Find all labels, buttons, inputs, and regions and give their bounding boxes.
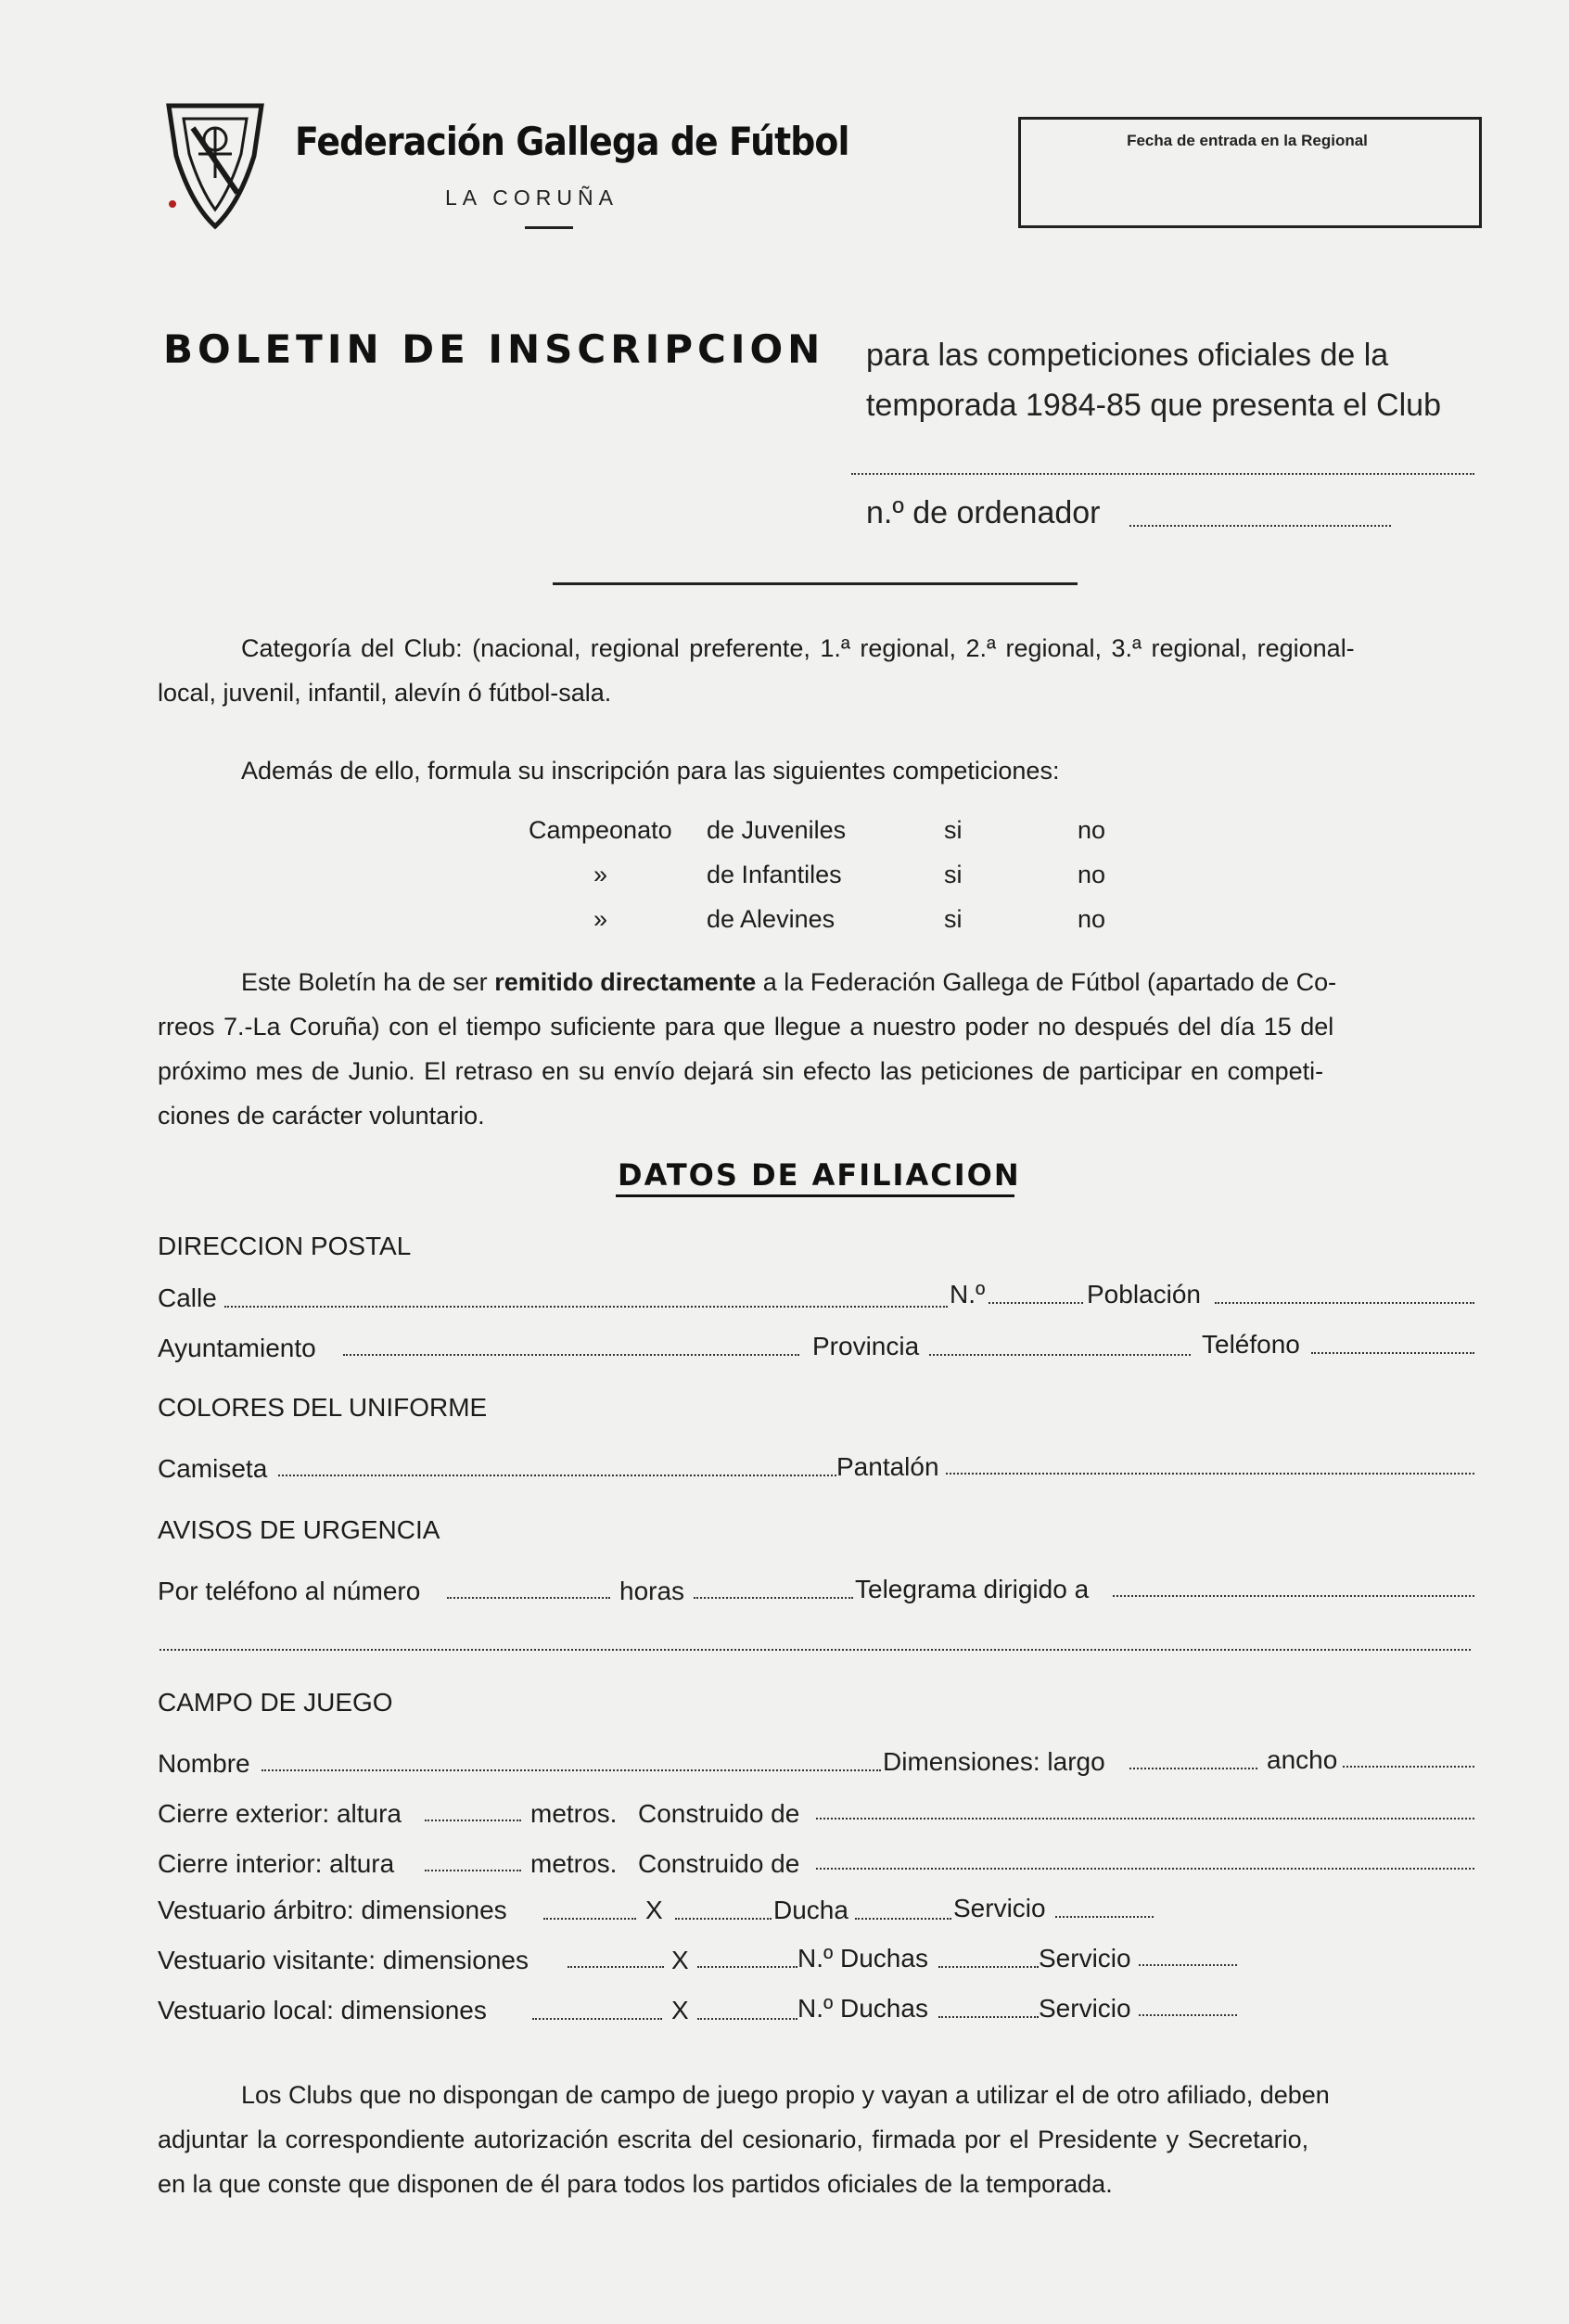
servicio-label: Servicio [953, 1894, 1046, 1922]
numero-label: N.º [950, 1280, 986, 1309]
comp-name: de Alevines [707, 905, 836, 933]
city-name: LA CORUÑA [445, 185, 619, 210]
comp-prefix: » [593, 861, 608, 888]
categoria-line2: local, juvenil, infantil, alevín ó fútbol-sala. [158, 679, 612, 707]
telegrama-field[interactable] [1113, 1595, 1474, 1597]
ducha-field[interactable] [855, 1918, 951, 1920]
n-duchas-field[interactable] [938, 2016, 1039, 2018]
poblacion-label: Población [1087, 1280, 1201, 1309]
n-duchas-label: N.º Duchas [797, 1994, 928, 2023]
envio-line3: próximo mes de Junio. El retraso en su envío dejará sin efecto las peticiones de participar en competi- [158, 1057, 1324, 1085]
servicio-field[interactable] [1139, 2014, 1237, 2016]
federation-shield-logo [165, 100, 265, 230]
comp-prefix: Campeonato [529, 816, 672, 844]
nota-line3: en la que conste que disponen de él para todos los partidos oficiales de la temporada. [158, 2170, 1113, 2198]
comp-no-option[interactable]: no [1078, 816, 1106, 844]
federation-name: Federación Gallega de Fútbol [295, 119, 849, 164]
envio-bold: remitido directamente [494, 968, 757, 996]
cierre-interior-label: Cierre interior: altura [158, 1849, 395, 1878]
direccion-heading: DIRECCION POSTAL [158, 1232, 412, 1260]
comp-si-option[interactable]: si [944, 816, 963, 844]
cierre-interior-altura-field[interactable] [425, 1870, 521, 1871]
pantalon-field[interactable] [946, 1473, 1474, 1475]
servicio-label: Servicio [1039, 1944, 1131, 1973]
vestuario-local-dim1-field[interactable] [532, 2018, 662, 2020]
x-separator: X [671, 1996, 689, 2024]
nota-line1: Los Clubs que no dispongan de campo de juego propio y vayan a utilizar el de otro afiliado, deben [241, 2081, 1330, 2109]
camiseta-label: Camiseta [158, 1454, 268, 1483]
comp-name: de Juveniles [707, 816, 847, 844]
ancho-label: ancho [1267, 1745, 1338, 1774]
datos-heading: DATOS DE AFILIACION [618, 1157, 1021, 1193]
ancho-field[interactable] [1343, 1766, 1474, 1768]
provincia-field[interactable] [929, 1354, 1191, 1356]
telefono-label: Teléfono [1202, 1330, 1300, 1359]
vestuario-arbitro-dim2-field[interactable] [675, 1918, 772, 1920]
comp-no-option[interactable]: no [1078, 905, 1106, 933]
ordenador-field[interactable] [1129, 525, 1391, 527]
club-name-field[interactable] [851, 473, 1474, 475]
cierre-exterior-construido-field[interactable] [816, 1818, 1474, 1820]
comp-si-option[interactable]: si [944, 905, 963, 933]
nombre-label: Nombre [158, 1749, 250, 1778]
vestuario-arbitro-dim1-field[interactable] [543, 1918, 636, 1920]
campo-heading: CAMPO DE JUEGO [158, 1688, 393, 1717]
ducha-label: Ducha [773, 1896, 848, 1924]
numero-field[interactable] [989, 1302, 1083, 1304]
horas-field[interactable] [694, 1597, 853, 1599]
vestuario-visitante-label: Vestuario visitante: dimensiones [158, 1946, 529, 1974]
cierre-exterior-label: Cierre exterior: altura [158, 1799, 402, 1828]
calle-label: Calle [158, 1283, 217, 1312]
telegrama-label: Telegrama dirigido a [855, 1575, 1090, 1603]
envio-lead: Este Boletín ha de ser [241, 968, 488, 996]
cierre-interior-construido-field[interactable] [816, 1868, 1474, 1870]
colores-heading: COLORES DEL UNIFORME [158, 1393, 488, 1422]
n-duchas-label: N.º Duchas [797, 1944, 928, 1973]
envio-rest: a la Federación Gallega de Fútbol (apartado de Co- [762, 968, 1337, 996]
campo-nombre-field[interactable] [262, 1769, 881, 1771]
telefono-field[interactable] [1311, 1352, 1474, 1354]
envio-line1 [241, 968, 1336, 997]
datos-underline [616, 1194, 1014, 1197]
title-subtitle-line1: para las competiciones oficiales de la [866, 338, 1389, 373]
construido-label: Construido de [638, 1799, 800, 1828]
servicio-field[interactable] [1055, 1916, 1154, 1918]
envio-line4: ciones de carácter voluntario. [158, 1102, 485, 1130]
vestuario-visitante-dim1-field[interactable] [568, 1966, 664, 1968]
vestuario-arbitro-label: Vestuario árbitro: dimensiones [158, 1896, 507, 1924]
largo-field[interactable] [1129, 1768, 1257, 1769]
nota-line2: adjuntar la correspondiente autorización escrita del cesionario, firmada por el Presidente y Secretario, [158, 2126, 1309, 2153]
poblacion-field[interactable] [1215, 1302, 1474, 1304]
ayuntamiento-field[interactable] [343, 1354, 799, 1356]
comp-no-option[interactable]: no [1078, 861, 1106, 888]
comp-name: de Infantiles [707, 861, 842, 888]
dimensiones-largo-label: Dimensiones: largo [883, 1747, 1105, 1776]
city-underline [525, 226, 573, 229]
ayuntamiento-label: Ayuntamiento [158, 1334, 316, 1362]
comp-si-option[interactable]: si [944, 861, 963, 888]
cierre-exterior-altura-field[interactable] [425, 1820, 521, 1821]
envio-line2: rreos 7.-La Coruña) con el tiempo suficiente para que llegue a nuestro poder no después del día 15 del [158, 1013, 1334, 1041]
telegrama-field-line2[interactable] [159, 1649, 1471, 1651]
aviso-telefono-label: Por teléfono al número [158, 1577, 421, 1605]
provincia-label: Provincia [812, 1332, 920, 1360]
vestuario-local-dim2-field[interactable] [697, 2018, 797, 2020]
camiseta-field[interactable] [278, 1475, 836, 1476]
n-duchas-field[interactable] [938, 1966, 1039, 1968]
categoria-line1: Categoría del Club: (nacional, regional preferente, 1.ª regional, 2.ª regional, 3.ª regional, regional- [241, 634, 1355, 662]
construido-label: Construido de [638, 1849, 800, 1878]
x-separator: X [645, 1896, 663, 1924]
metros-label: metros. [530, 1849, 618, 1878]
metros-label: metros. [530, 1799, 618, 1828]
title-divider [553, 582, 1078, 585]
vestuario-visitante-dim2-field[interactable] [697, 1966, 797, 1968]
competiciones-intro: Además de ello, formula su inscripción para las siguientes competiciones: [241, 757, 1060, 785]
ordenador-label: n.º de ordenador [866, 495, 1101, 530]
comp-prefix: » [593, 905, 608, 933]
servicio-label: Servicio [1039, 1994, 1131, 2023]
calle-field[interactable] [224, 1306, 948, 1308]
entry-date-label: Fecha de entrada en la Regional [1127, 132, 1368, 149]
pantalon-label: Pantalón [836, 1452, 939, 1481]
servicio-field[interactable] [1139, 1964, 1237, 1966]
title-subtitle-line2: temporada 1984-85 que presenta el Club [866, 388, 1441, 423]
form-title: BOLETIN DE INSCRIPCION [163, 326, 825, 372]
vestuario-local-label: Vestuario local: dimensiones [158, 1996, 487, 2024]
x-separator: X [671, 1946, 689, 1974]
horas-label: horas [619, 1577, 685, 1605]
avisos-heading: AVISOS DE URGENCIA [158, 1515, 440, 1544]
aviso-telefono-field[interactable] [447, 1597, 610, 1599]
